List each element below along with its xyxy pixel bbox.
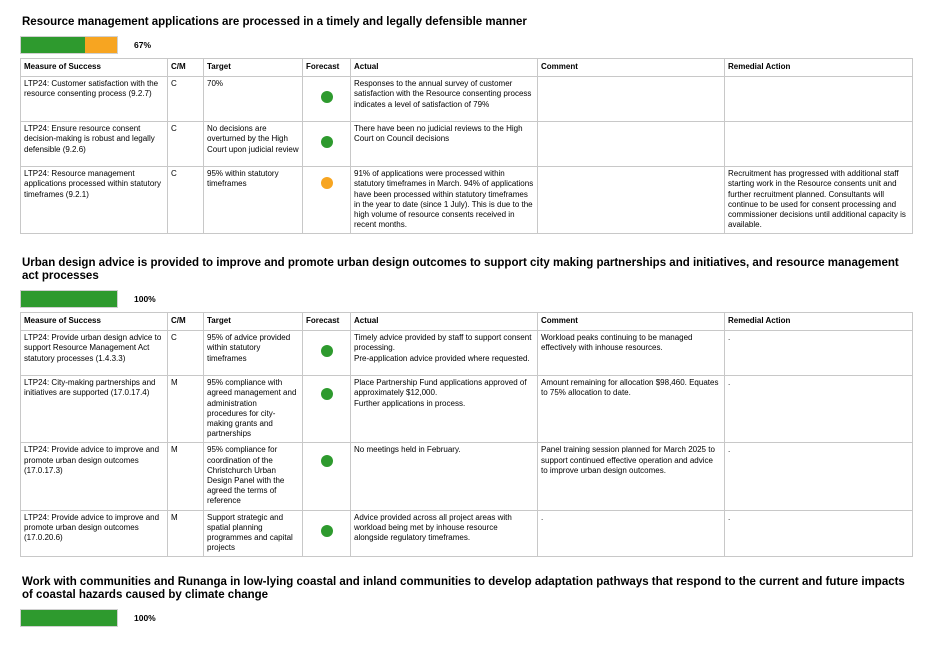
forecast-status-dot-icon [321, 91, 333, 103]
progress-percent: 67% [134, 40, 152, 50]
remedial-cell [725, 122, 913, 167]
progress-amber-segment [85, 37, 117, 53]
actual-cell: No meetings held in February. [351, 443, 538, 510]
progress-green-segment [21, 291, 117, 307]
comment-cell: Panel training session planned for March 2025 to support continued effective operation and advice to improve urban design outcomes. [538, 443, 725, 510]
measure-cell: LTP24: Provide advice to improve and promote urban design outcomes (17.0.17.3) [21, 443, 168, 510]
remedial-cell: . [725, 510, 913, 557]
table-row [21, 167, 913, 234]
target-cell: 70% [204, 77, 303, 122]
measure-cell: LTP24: Ensure resource consent decision-making is robust and legally defensible (9.2.6) [21, 122, 168, 167]
header-measure: Measure of Success [21, 313, 168, 331]
progress-row [20, 609, 912, 627]
header-cm: C/M [168, 313, 204, 331]
forecast-cell [303, 122, 351, 167]
progress-bar [20, 36, 118, 54]
comment-cell [538, 167, 725, 234]
remedial-cell: Recruitment has progressed with additional staff starting work in the Resource consents unit and further recruitment planned. Consultants will continue to be used for consent processing and commissioner decisions until additional capacity is available. [725, 167, 913, 234]
cm-cell: C [168, 122, 204, 167]
progress-green-segment [21, 37, 85, 53]
progress-row [20, 290, 912, 308]
progress-bar [20, 609, 118, 627]
section-urban-design [20, 257, 912, 557]
cm-cell: C [168, 167, 204, 234]
table-header-row [21, 313, 913, 331]
header-cm: C/M [168, 59, 204, 77]
forecast-cell [303, 510, 351, 557]
comment-cell: Amount remaining for allocation $98,460. Equates to 75% allocation to date. [538, 376, 725, 443]
measures-table [20, 312, 913, 557]
remedial-cell: . [725, 443, 913, 510]
remedial-cell: . [725, 331, 913, 376]
header-target: Target [204, 59, 303, 77]
actual-cell: 91% of applications were processed within statutory timeframes in March. 94% of applications have been processed within statutory timeframes in the year to date (since 1 July). This is due to the high volume of resource consents received in recent months. [351, 167, 538, 234]
section-title: Urban design advice is provided to improve and promote urban design outcomes to support city making partnerships and initiatives, and resource management act processes [22, 257, 899, 282]
header-actual: Actual [351, 313, 538, 331]
forecast-cell [303, 443, 351, 510]
measure-cell: LTP24: Provide advice to improve and promote urban design outcomes (17.0.20.6) [21, 510, 168, 557]
comment-cell [538, 77, 725, 122]
actual-cell: Responses to the annual survey of customer satisfaction with the Resource consenting process indicates a level of satisfaction of 79% [351, 77, 538, 122]
progress-bar [20, 290, 118, 308]
progress-green-segment [21, 610, 117, 626]
remedial-cell [725, 77, 913, 122]
header-comment: Comment [538, 59, 725, 77]
table-row [21, 376, 913, 443]
table-header-row [21, 59, 913, 77]
section-resource-management [20, 16, 912, 234]
header-comment: Comment [538, 313, 725, 331]
table-row [21, 77, 913, 122]
header-forecast: Forecast [303, 59, 351, 77]
cm-cell: M [168, 510, 204, 557]
forecast-status-dot-icon [321, 136, 333, 148]
header-target: Target [204, 313, 303, 331]
cm-cell: C [168, 77, 204, 122]
target-cell: Support strategic and spatial planning programmes and capital projects [204, 510, 303, 557]
measures-table [20, 58, 913, 234]
target-cell: No decisions are overturned by the High Court upon judicial review [204, 122, 303, 167]
table-row [21, 331, 913, 376]
remedial-cell: . [725, 376, 913, 443]
progress-percent: 100% [134, 613, 156, 623]
header-forecast: Forecast [303, 313, 351, 331]
forecast-cell [303, 331, 351, 376]
measure-cell: LTP24: Provide urban design advice to support Resource Management Act statutory processes (1.4.3.3) [21, 331, 168, 376]
forecast-status-dot-icon [321, 345, 333, 357]
comment-cell: . [538, 510, 725, 557]
measure-cell: LTP24: Customer satisfaction with the resource consenting process (9.2.7) [21, 77, 168, 122]
header-remedial: Remedial Action [725, 313, 913, 331]
section-title: Work with communities and Runanga in low-lying coastal and inland communities to develop adaptation pathways that respond to the current and future impacts of coastal hazards caused by climate change [22, 576, 905, 601]
forecast-cell [303, 167, 351, 234]
forecast-status-dot-icon [321, 525, 333, 537]
header-actual: Actual [351, 59, 538, 77]
cm-cell: M [168, 376, 204, 443]
comment-cell: Workload peaks continuing to be managed effectively with inhouse resources. [538, 331, 725, 376]
actual-cell: Advice provided across all project areas with workload being met by inhouse resource alongside regulatory timeframes. [351, 510, 538, 557]
table-row [21, 122, 913, 167]
forecast-status-dot-icon [321, 388, 333, 400]
cm-cell: C [168, 331, 204, 376]
target-cell: 95% compliance with agreed management and administration procedures for city-making grants and partnerships [204, 376, 303, 443]
table-row [21, 443, 913, 510]
forecast-status-dot-icon [321, 177, 333, 189]
progress-percent: 100% [134, 294, 156, 304]
actual-cell: Place Partnership Fund applications approved of approximately $12,000. Further applications in process. [351, 376, 538, 443]
cm-cell: M [168, 443, 204, 510]
header-remedial: Remedial Action [725, 59, 913, 77]
progress-row [20, 36, 912, 54]
section-coastal-adaptation [20, 576, 912, 627]
target-cell: 95% of advice provided within statutory timeframes [204, 331, 303, 376]
comment-cell [538, 122, 725, 167]
header-measure: Measure of Success [21, 59, 168, 77]
forecast-cell [303, 376, 351, 443]
actual-cell: Timely advice provided by staff to support consent processing. Pre-application advice provided where requested. [351, 331, 538, 376]
section-title: Resource management applications are processed in a timely and legally defensible manner [22, 16, 527, 28]
target-cell: 95% within statutory timeframes [204, 167, 303, 234]
measure-cell: LTP24: City-making partnerships and initiatives are supported (17.0.17.4) [21, 376, 168, 443]
forecast-status-dot-icon [321, 455, 333, 467]
table-row [21, 510, 913, 557]
forecast-cell [303, 77, 351, 122]
target-cell: 95% compliance for coordination of the Christchurch Urban Design Panel with the agreed the terms of reference [204, 443, 303, 510]
measure-cell: LTP24: Resource management applications processed within statutory timeframes (9.2.1) [21, 167, 168, 234]
actual-cell: There have been no judicial reviews to the High Court on Council decisions [351, 122, 538, 167]
